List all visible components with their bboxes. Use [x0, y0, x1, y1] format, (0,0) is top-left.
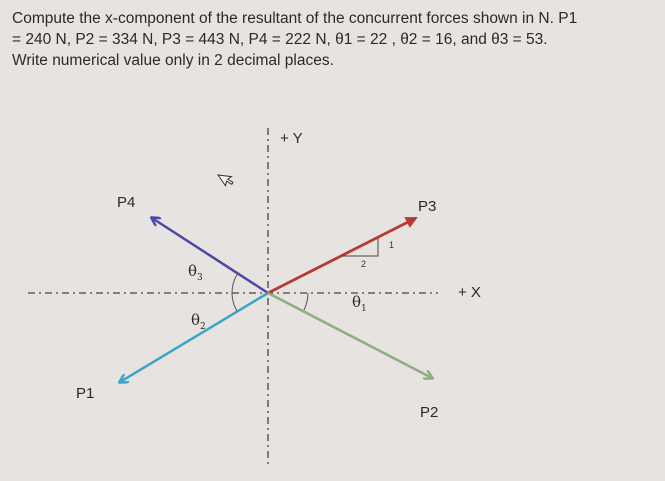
question-line-3: Write numerical value only in 2 decimal places.	[12, 52, 334, 69]
x-axis-label: + X	[458, 284, 481, 301]
slope-run-label: 2	[361, 259, 367, 269]
theta2-label: $\theta_2$	[191, 311, 206, 332]
force-p2-label: P2	[420, 404, 439, 421]
theta1-label: $\theta_1$	[352, 293, 367, 314]
force-p1-arrow	[120, 293, 268, 382]
question-line-2: = 240 N, P2 = 334 N, P3 = 443 N, P4 = 222 N, θ1 = 22 , θ2 = 16, and θ3 = 53.	[12, 31, 548, 48]
theta2-arc	[232, 293, 237, 311]
force-p1-label: P1	[76, 385, 95, 402]
slope-rise-label: 1	[389, 240, 395, 250]
theta3-label: $\theta_3$	[188, 262, 203, 283]
question-line-1: Compute the x-component of the resultant of the concurrent forces shown in N. P1	[12, 10, 578, 27]
theta3-arc	[232, 273, 238, 293]
theta1-arc	[304, 293, 308, 310]
force-p4-label: P4	[117, 194, 136, 211]
y-axis-label: + Y	[280, 130, 303, 147]
force-p3-label: P3	[418, 198, 437, 215]
force-p4-arrow	[152, 218, 268, 293]
mouse-cursor-icon	[218, 169, 235, 187]
force-p2-arrow	[268, 293, 432, 378]
